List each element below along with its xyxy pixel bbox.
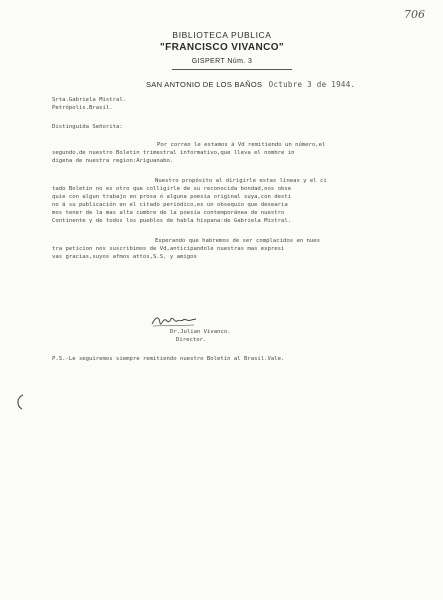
- salutation: Distinguida Señorita:: [52, 124, 123, 130]
- letterhead-library-type: BIBLIOTECA PUBLICA: [172, 30, 272, 40]
- body-line: tra peticion nos suscribimos de Vd,anticipandole nuestras mas expresi: [52, 246, 285, 252]
- body-line: no á su publicación en el citado periódico,es un obsequio que desearia: [52, 202, 288, 208]
- body-line: digena de nuestra region:Ariguanabo.: [52, 158, 174, 164]
- place-date-line: [146, 80, 355, 89]
- body-line: quie con algun trabajo en prosa ó alguna poesia original suya,con desti: [52, 194, 292, 200]
- body-line: vas gracias,suyos afmos attos,S.S. y amigos: [52, 254, 197, 260]
- body-line: Esperando que habremos de ser complacidos en nues: [155, 238, 321, 244]
- place: SAN ANTONIO DE LOS BAÑOS: [146, 80, 263, 89]
- paper-edge-mark: [14, 393, 26, 411]
- letter-date: Octubre 3 de 1944.: [268, 80, 356, 89]
- body-line: Por correo le estamos á Vd remitiendo un número,el: [157, 142, 326, 148]
- body-line: tado Boletin no es otro que colligirle de su reconocida bondad,nos obse: [52, 186, 292, 192]
- body-line: mos tener de la mas alta cumbre de la poesia contemporánea de nuestro: [52, 210, 285, 216]
- letterhead-address: GISPERT Núm. 3: [191, 58, 253, 65]
- addressee-name: Srta.Gabriela Mistral.: [52, 97, 127, 103]
- handwritten-signature: [150, 314, 198, 328]
- body-line: segundo,de nuestro Boletín trimestral informativo,que lleva el nombre in: [52, 150, 295, 156]
- addressee-location: Petrópolis.Brasil.: [52, 105, 113, 111]
- signer-title: Director.: [176, 337, 207, 343]
- body-line: Continente y de todos los pueblos de habla hispana:de Gabriela Mistral.: [52, 218, 292, 224]
- page-number: 706: [404, 8, 425, 21]
- letterhead-rule: [172, 69, 292, 70]
- postscript: P.S.-Le seguiremos siempre remitiendo nuestro Boletín al Brasil.Vale.: [52, 356, 285, 362]
- body-line: Nuestro propósito al dirigirle estas lineas y el ci: [155, 178, 327, 184]
- signer-name: Dr.Julian Vivanco.: [170, 329, 231, 335]
- letterhead-library-name: "FRANCISCO VIVANCO": [159, 42, 285, 53]
